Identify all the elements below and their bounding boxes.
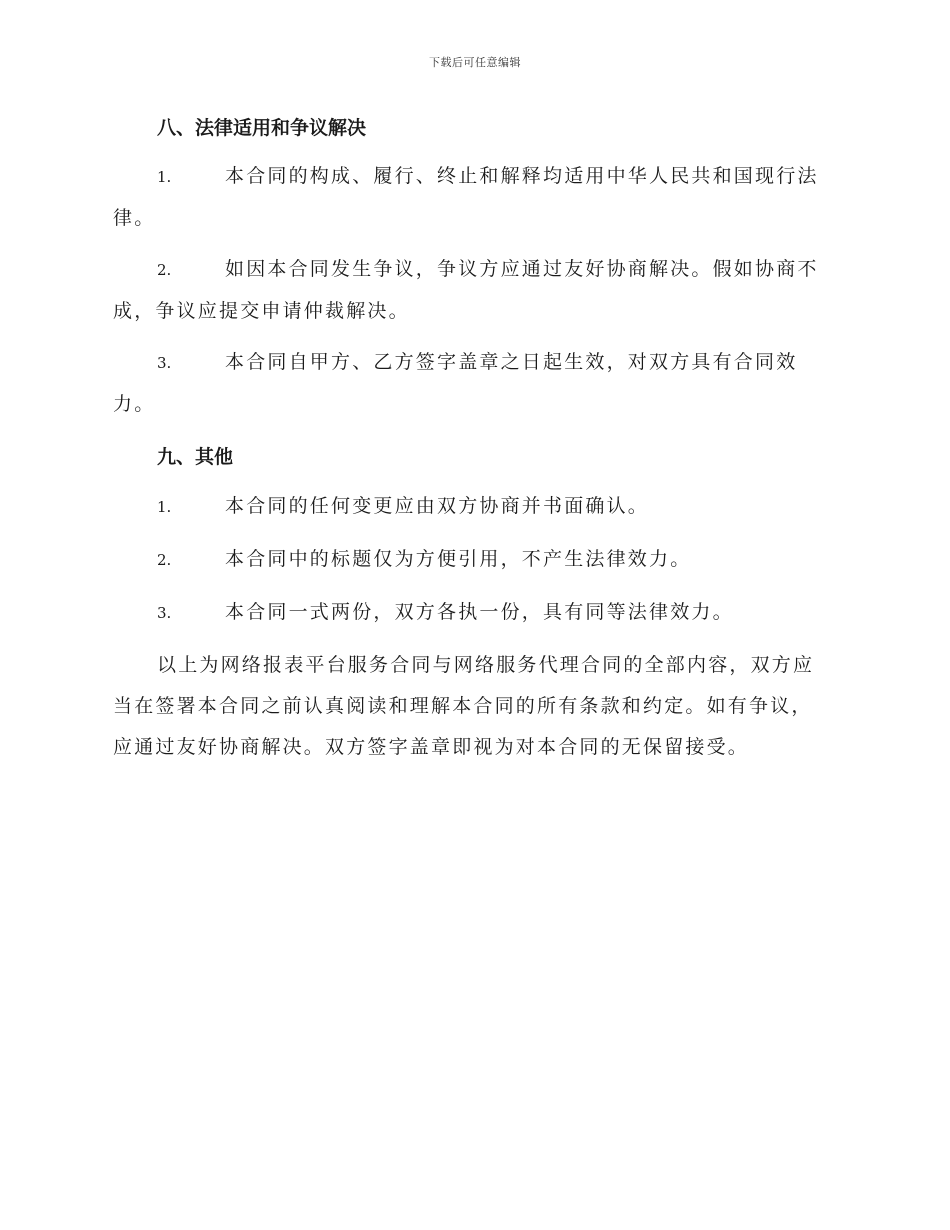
item-text: 本合同中的标题仅为方便引用，不产生法律效力。: [225, 548, 692, 570]
item-number: 3.: [157, 604, 172, 622]
item-number: 2.: [157, 551, 172, 569]
item-number: 1.: [157, 168, 172, 186]
item-text: 本合同一式两份，双方各执一份，具有同等法律效力。: [225, 601, 734, 623]
page-header: 下载后可任意编辑: [429, 56, 521, 69]
item-number: 3.: [157, 354, 172, 372]
section-9-item-2: [113, 539, 833, 581]
section-9-item-3: [113, 592, 833, 634]
section-8-item-2: [113, 249, 833, 332]
section-8-item-3: [113, 342, 833, 425]
closing-paragraph: 以上为网络报表平台服务合同与网络服务代理合同的全部内容，双方应当在签署本合同之前认真阅读和理解本合同的所有条款和约定。如有争议，应通过友好协商解决。双方签字盖章即视为对本合同的无保留接受。: [113, 654, 815, 758]
item-number: 1.: [157, 498, 172, 516]
item-text: 本合同的任何变更应由双方协商并书面确认。: [225, 495, 650, 517]
item-number: 2.: [157, 261, 172, 279]
section-9-item-1: [113, 486, 833, 528]
section-8-title: 八、法律适用和争议解决: [157, 117, 367, 139]
section-8-item-1: [113, 156, 833, 239]
document-body: [113, 110, 833, 768]
item-text: 本合同自甲方、乙方签字盖章之日起生效，对双方具有合同效力。: [113, 351, 798, 415]
section-9-title: 九、其他: [157, 446, 234, 468]
item-text: 本合同的构成、履行、终止和解释均适用中华人民共和国现行法律。: [113, 165, 819, 229]
item-text: 如因本合同发生争议，争议方应通过友好协商解决。假如协商不成，争议应提交申请仲裁解决。: [113, 258, 819, 322]
